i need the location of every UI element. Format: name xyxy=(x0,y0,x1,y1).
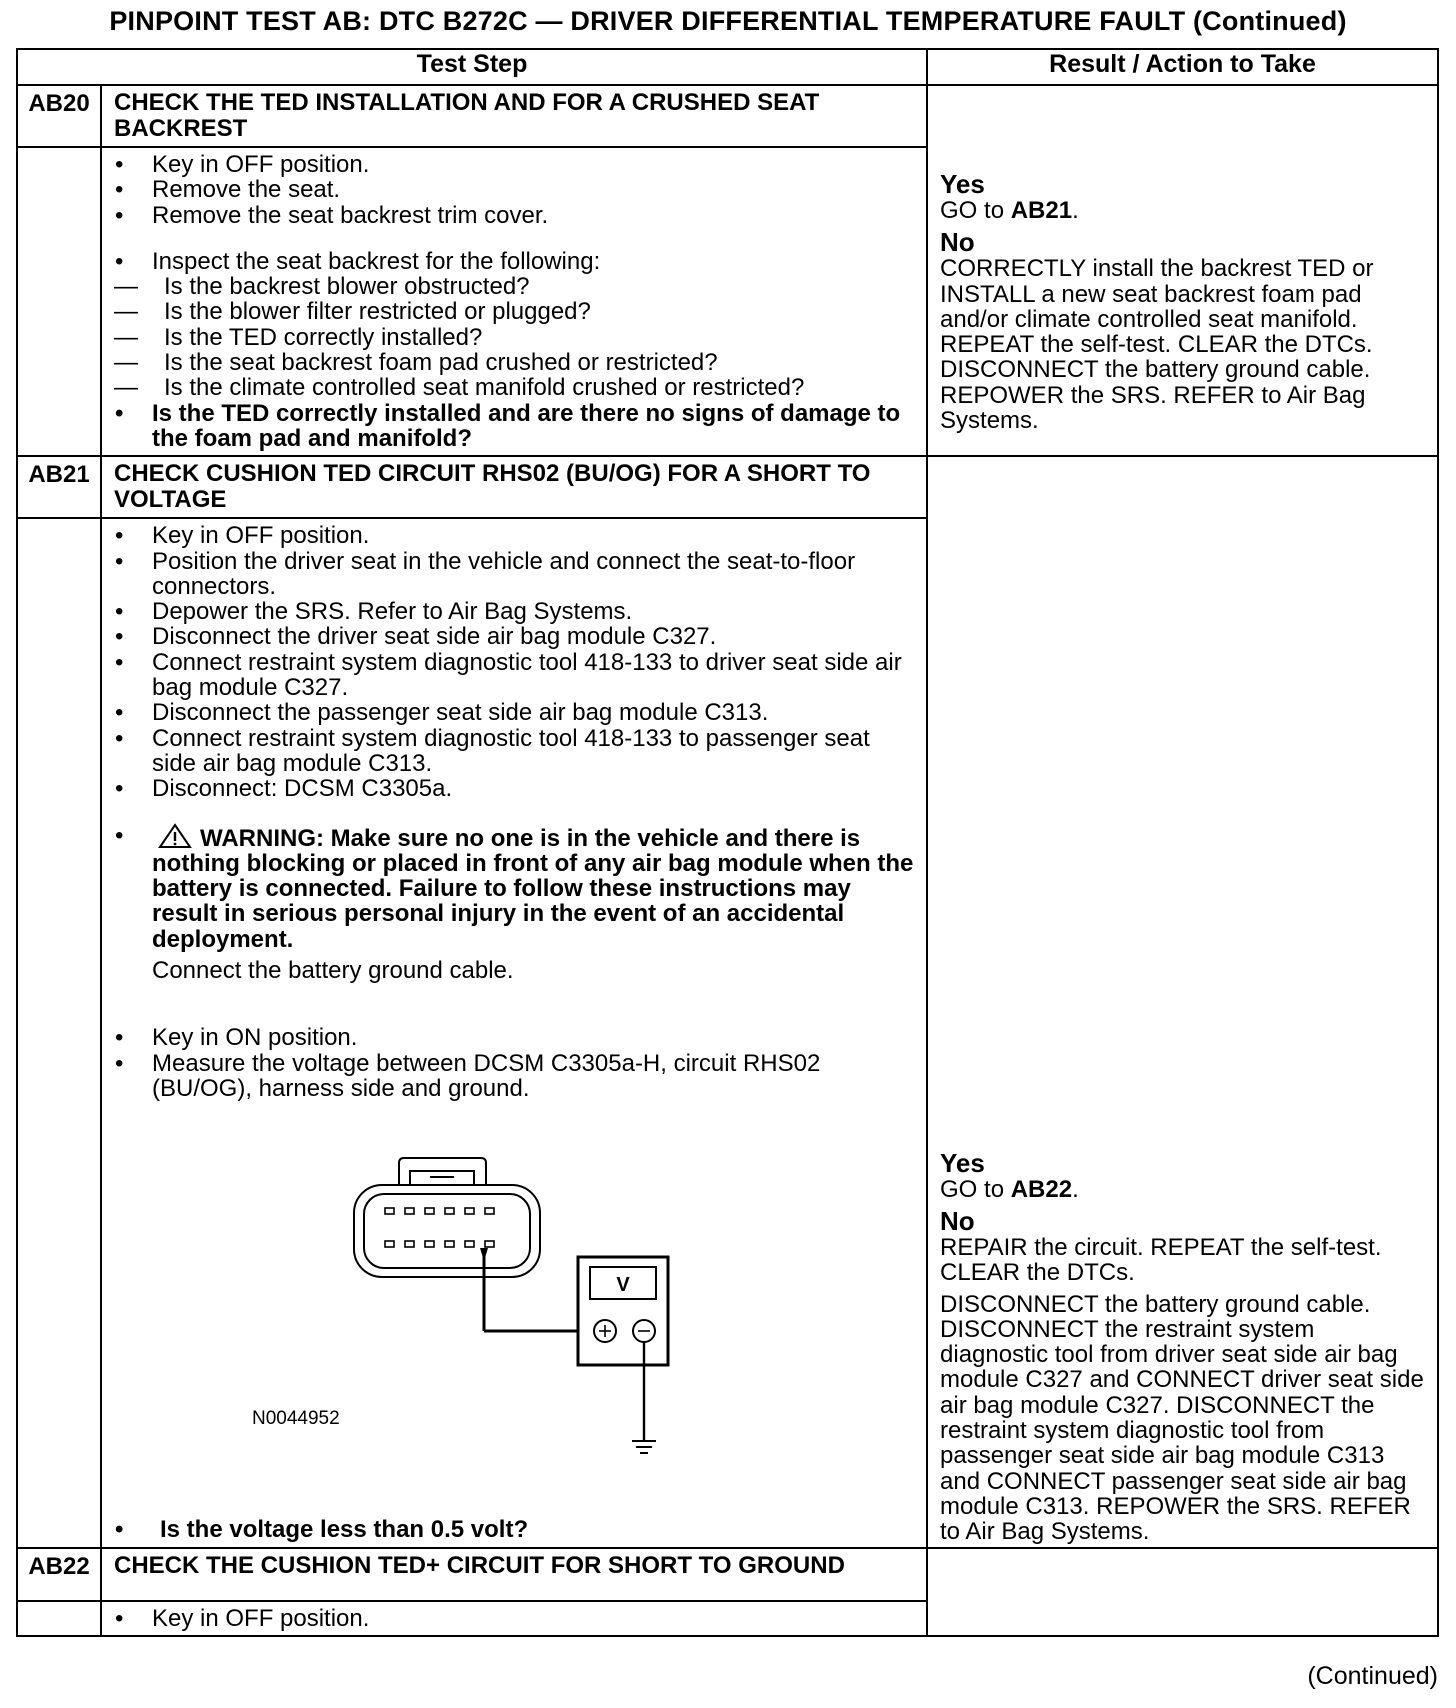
list-item: — Is the climate controlled seat manifold crushed or restricted? xyxy=(114,375,914,400)
list-item: • Disconnect the driver seat side air bag module C327. xyxy=(114,624,914,649)
step-ab22-title-row xyxy=(17,1548,1438,1601)
yes-target: AB21 xyxy=(1010,197,1073,224)
list-item: • Position the driver seat in the vehicle and connect the seat-to-floor connectors. xyxy=(114,549,914,600)
list-item: • Remove the seat. xyxy=(114,177,914,202)
check-list xyxy=(114,274,914,400)
no-label: No xyxy=(940,227,975,258)
step-ab20-body xyxy=(101,147,927,456)
list-item: • Depower the SRS. Refer to Air Bag Systems. xyxy=(114,599,914,624)
step-title: CHECK CUSHION TED CIRCUIT RHS02 (BU/OG) FOR A SHORT TO VOLTAGE xyxy=(101,456,927,518)
step-ab21-body xyxy=(101,518,927,1547)
yes-action: GO to AB21. xyxy=(940,197,1079,224)
page-title: PINPOINT TEST AB: DTC B272C — DRIVER DIFFERENTIAL TEMPERATURE FAULT (Continued) xyxy=(109,6,1347,36)
list-item: • Remove the seat backrest trim cover. xyxy=(114,203,914,228)
step-list xyxy=(114,152,914,228)
list-item: • Measure the voltage between DCSM C3305a-H, circuit RHS02 (BU/OG), harness side and ground. xyxy=(114,1051,914,1102)
step-ab22-body xyxy=(101,1601,927,1636)
step-title: CHECK THE TED INSTALLATION AND FOR A CRUSHED SEAT BACKREST xyxy=(101,85,927,147)
list-item: • Connect restraint system diagnostic tool 418-133 to passenger seat side air bag module C313. xyxy=(114,726,914,777)
step-list xyxy=(114,249,914,451)
yes-target: AB22 xyxy=(1010,1175,1073,1203)
yes-action: GO to AB22. xyxy=(940,1175,1079,1203)
connector-voltage-diagram xyxy=(114,1101,914,1517)
list-item: • Connect restraint system diagnostic tool 418-133 to driver seat side air bag module C327. xyxy=(114,650,914,701)
no-action: CORRECTLY install the backrest TED or INSTALL a new seat backrest foam pad and/or climate controlled seat manifold. REPEAT the self-test. CLEAR the DTCs. DISCONNECT the battery ground cable. REPOWER the SRS. REFER to Air Bag Systems. xyxy=(940,255,1374,435)
step-list xyxy=(114,523,914,801)
step-ab20-title-row xyxy=(17,85,1438,147)
header-result-action: Result / Action to Take xyxy=(927,49,1438,85)
step-ab20-result xyxy=(927,85,1438,456)
list-item: — Is the seat backrest foam pad crushed or restricted? xyxy=(114,350,914,375)
warning-triangle-icon xyxy=(158,823,192,849)
step-id: AB20 xyxy=(17,85,101,147)
step-id: AB22 xyxy=(17,1548,101,1601)
no-label: No xyxy=(940,1205,975,1236)
list-item: • Key in ON position. xyxy=(114,1025,914,1050)
step-list xyxy=(114,1606,914,1631)
list-item: • Key in OFF position. xyxy=(114,1606,914,1631)
pinpoint-test-table xyxy=(16,48,1439,1637)
step-question: • Is the TED correctly installed and are there no signs of damage to the foam pad and manifold? xyxy=(114,401,914,452)
warning-text: • WARNING: Make sure no one is in the vehicle and there is nothing blocking or placed in front of any air bag module when the battery is connected. Failure to follow these instructions may result in serious personal injury in the event of an accidental deployment. xyxy=(152,824,914,953)
step-ab22-result xyxy=(927,1548,1438,1636)
list-item: — Is the TED correctly installed? xyxy=(114,325,914,350)
list-item: • Key in OFF position. xyxy=(114,523,914,548)
continued-note: (Continued) xyxy=(1307,1662,1438,1690)
yes-label: Yes xyxy=(940,1147,985,1178)
step-question: • Is the voltage less than 0.5 volt? xyxy=(114,1517,914,1542)
figure-id: N0044952 xyxy=(252,1408,340,1430)
step-list xyxy=(114,823,914,984)
header-test-step: Test Step xyxy=(17,49,927,85)
step-ab21-title-row xyxy=(17,456,1438,518)
list-item: • Inspect the seat backrest for the following: — Is the backrest blower obstructed? — Is the blower filter restricted or plugged? — Is the TED correctly installed? — Is the seat backrest foam pad crushed or restricted? — Is the climate controlled seat manifold crushed or restricted? xyxy=(114,249,914,401)
warning-followup: Connect the battery ground cable. xyxy=(152,957,514,985)
no-action: DISCONNECT the battery ground cable. DISCONNECT the restraint system diagnostic tool from driver seat side air bag module C327 and CONNECT driver seat side air bag module C327. DISCONNECT the restraint system diagnostic tool from passenger seat side air bag module C313 and CONNECT passenger seat side air bag module C313. REPOWER the SRS. REFER to Air Bag Systems. xyxy=(940,1290,1424,1546)
list-item: • Disconnect: DCSM C3305a. xyxy=(114,776,914,801)
warning-item xyxy=(114,823,914,984)
step-list xyxy=(114,1517,914,1542)
step-title: CHECK THE CUSHION TED+ CIRCUIT FOR SHORT TO GROUND xyxy=(101,1548,927,1601)
step-ab21-result xyxy=(927,456,1438,1547)
no-action: REPAIR the circuit. REPEAT the self-test. CLEAR the DTCs. xyxy=(940,1233,1382,1287)
yes-label: Yes xyxy=(940,169,985,199)
list-item: • Disconnect the passenger seat side air bag module C313. xyxy=(114,700,914,725)
step-id: AB21 xyxy=(17,456,101,518)
list-item: — Is the backrest blower obstructed? xyxy=(114,274,914,299)
list-item: • Key in OFF position. xyxy=(114,152,914,177)
diagram-svg xyxy=(114,1101,674,1481)
list-item: — Is the blower filter restricted or plugged? xyxy=(114,299,914,324)
step-list xyxy=(114,1025,914,1101)
meter-label: V xyxy=(616,1274,630,1297)
